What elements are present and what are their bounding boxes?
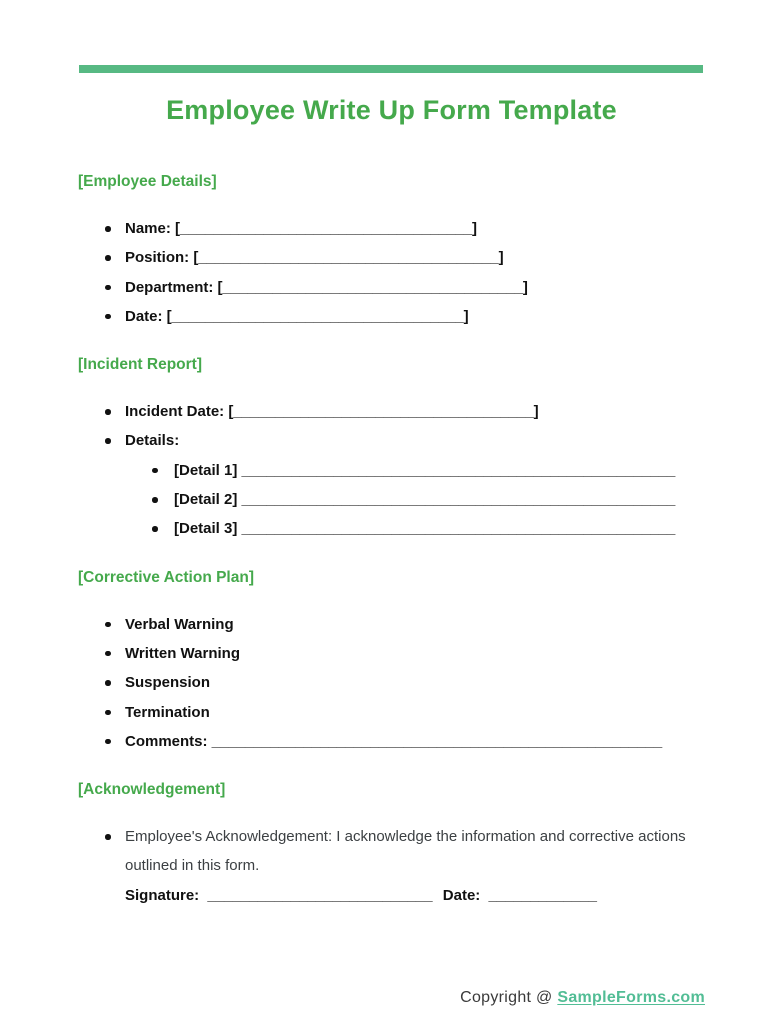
option-written-warning: Written Warning xyxy=(125,639,705,668)
option-suspension: Suspension xyxy=(125,668,705,697)
field-department: Department: [____________________________________] xyxy=(125,273,705,302)
option-termination: Termination xyxy=(125,698,705,727)
acknowledgement-item xyxy=(125,822,705,910)
section-header-incident-report: [Incident Report] xyxy=(78,356,202,374)
section-header-acknowledgement: [Acknowledgement] xyxy=(78,781,226,799)
document-body xyxy=(78,0,705,910)
detail-line-3: [Detail 3] ____________________________________________________ xyxy=(174,514,705,543)
field-comments: Comments: ______________________________________________________ xyxy=(125,727,705,756)
footer xyxy=(460,989,705,1007)
field-name: Name: [___________________________________] xyxy=(125,214,705,243)
section-employee-details xyxy=(78,173,705,331)
section-corrective-action-plan xyxy=(78,569,705,756)
detail-lines-list xyxy=(78,456,705,544)
section-header-corrective-action-plan: [Corrective Action Plan] xyxy=(78,568,254,586)
corrective-action-list xyxy=(78,610,705,756)
footer-link[interactable]: SampleForms.com xyxy=(557,989,705,1006)
section-incident-report xyxy=(78,356,705,543)
page-title: Employee Write Up Form Template xyxy=(166,95,617,125)
footer-copyright-text: Copyright @ xyxy=(460,989,558,1006)
signature-date-line: _____________ xyxy=(488,886,597,904)
acknowledgement-statement: Employee's Acknowledgement: I acknowledge the information and corrective actions outlined in this form. xyxy=(125,828,686,875)
acknowledgement-list xyxy=(78,822,705,910)
section-acknowledgement xyxy=(78,781,705,910)
field-position: Position: [____________________________________] xyxy=(125,243,705,272)
incident-report-list xyxy=(78,397,705,456)
detail-line-1: [Detail 1] ____________________________________________________ xyxy=(174,456,705,485)
signature-label: Signature: xyxy=(125,886,200,904)
signature-date-label: Date: xyxy=(442,886,481,904)
section-header-employee-details: [Employee Details] xyxy=(78,173,217,190)
option-verbal-warning: Verbal Warning xyxy=(125,610,705,639)
detail-line-2: [Detail 2] ____________________________________________________ xyxy=(174,485,705,514)
field-date: Date: [___________________________________] xyxy=(125,302,705,331)
signature-line: ___________________________ xyxy=(207,886,433,904)
field-incident-date: Incident Date: [____________________________________] xyxy=(125,397,705,426)
employee-details-list xyxy=(78,214,705,331)
signature-row xyxy=(125,881,705,910)
field-details-label: Details: xyxy=(125,426,705,455)
